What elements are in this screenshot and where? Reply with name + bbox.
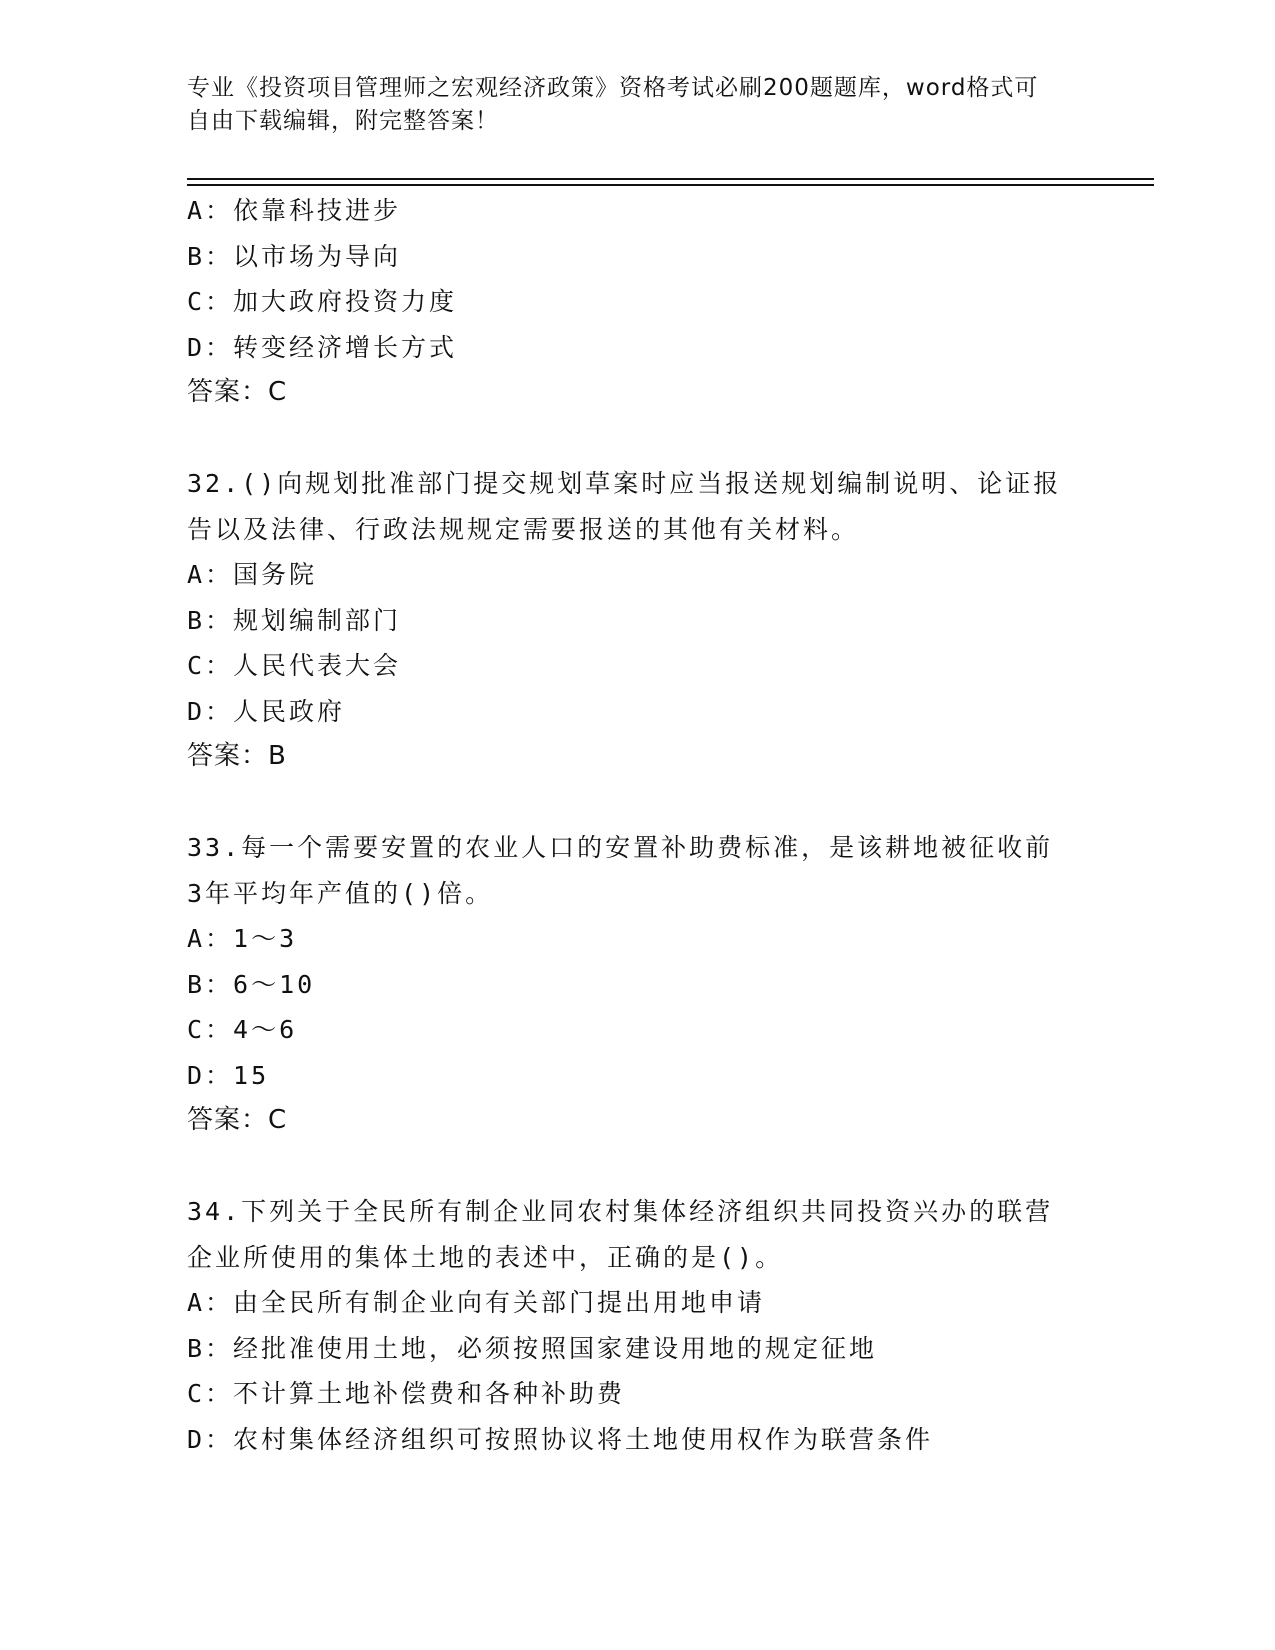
option-c: C：不计算土地补偿费和各种补助费 bbox=[187, 1379, 626, 1408]
option-c: C：加大政府投资力度 bbox=[187, 287, 458, 316]
option-a: A：国务院 bbox=[187, 560, 318, 589]
option-a: A：由全民所有制企业向有关部门提出用地申请 bbox=[187, 1288, 766, 1317]
header-rule-top bbox=[187, 178, 1154, 180]
answer-line: 答案：B bbox=[187, 741, 287, 771]
spacer bbox=[187, 1144, 1087, 1190]
answer-line: 答案：C bbox=[187, 1105, 288, 1135]
option-a: A：1～3 bbox=[187, 924, 298, 953]
header-line-1: 专业《投资项目管理师之宏观经济政策》资格考试必刷200题题库，word格式可 bbox=[187, 75, 1039, 101]
spacer bbox=[187, 416, 1087, 462]
option-b: B：规划编制部门 bbox=[187, 605, 402, 635]
option-c: C：4～6 bbox=[187, 1015, 298, 1044]
question-list bbox=[187, 188, 1087, 1462]
option-d: D：农村集体经济组织可按照协议将土地使用权作为联营条件 bbox=[187, 1424, 934, 1454]
answer-line: 答案：C bbox=[187, 377, 288, 407]
question-stem-line-2: 3年平均年产值的()倍。 bbox=[187, 878, 494, 908]
spacer bbox=[187, 780, 1087, 826]
question-32 bbox=[187, 461, 1087, 780]
option-d: D：人民政府 bbox=[187, 696, 346, 726]
option-a: A：依靠科技进步 bbox=[187, 196, 402, 225]
question-stem-line-1: 32.()向规划批准部门提交规划草案时应当报送规划编制说明、论证报 bbox=[187, 469, 1062, 498]
header-line-2: 自由下载编辑，附完整答案！ bbox=[187, 108, 499, 134]
option-c: C：人民代表大会 bbox=[187, 651, 402, 680]
question-stem-line-1: 34.下列关于全民所有制企业同农村集体经济组织共同投资兴办的联营 bbox=[187, 1197, 1054, 1226]
question-33 bbox=[187, 825, 1087, 1144]
question-stem-line-1: 33.每一个需要安置的农业人口的安置补助费标准，是该耕地被征收前 bbox=[187, 833, 1054, 862]
question-34 bbox=[187, 1189, 1087, 1462]
option-b: B：以市场为导向 bbox=[187, 241, 402, 271]
option-b: B：经批准使用土地，必须按照国家建设用地的规定征地 bbox=[187, 1333, 878, 1363]
page-header bbox=[187, 72, 1067, 138]
option-b: B：6～10 bbox=[187, 969, 316, 999]
header-rule-bottom bbox=[187, 184, 1154, 186]
question-stem-line-2: 告以及法律、行政法规规定需要报送的其他有关材料。 bbox=[187, 514, 860, 544]
question-stem-line-2: 企业所使用的集体土地的表述中，正确的是()。 bbox=[187, 1242, 784, 1272]
option-d: D：15 bbox=[187, 1060, 270, 1090]
option-d: D：转变经济增长方式 bbox=[187, 332, 458, 362]
question-31 bbox=[187, 188, 1087, 416]
